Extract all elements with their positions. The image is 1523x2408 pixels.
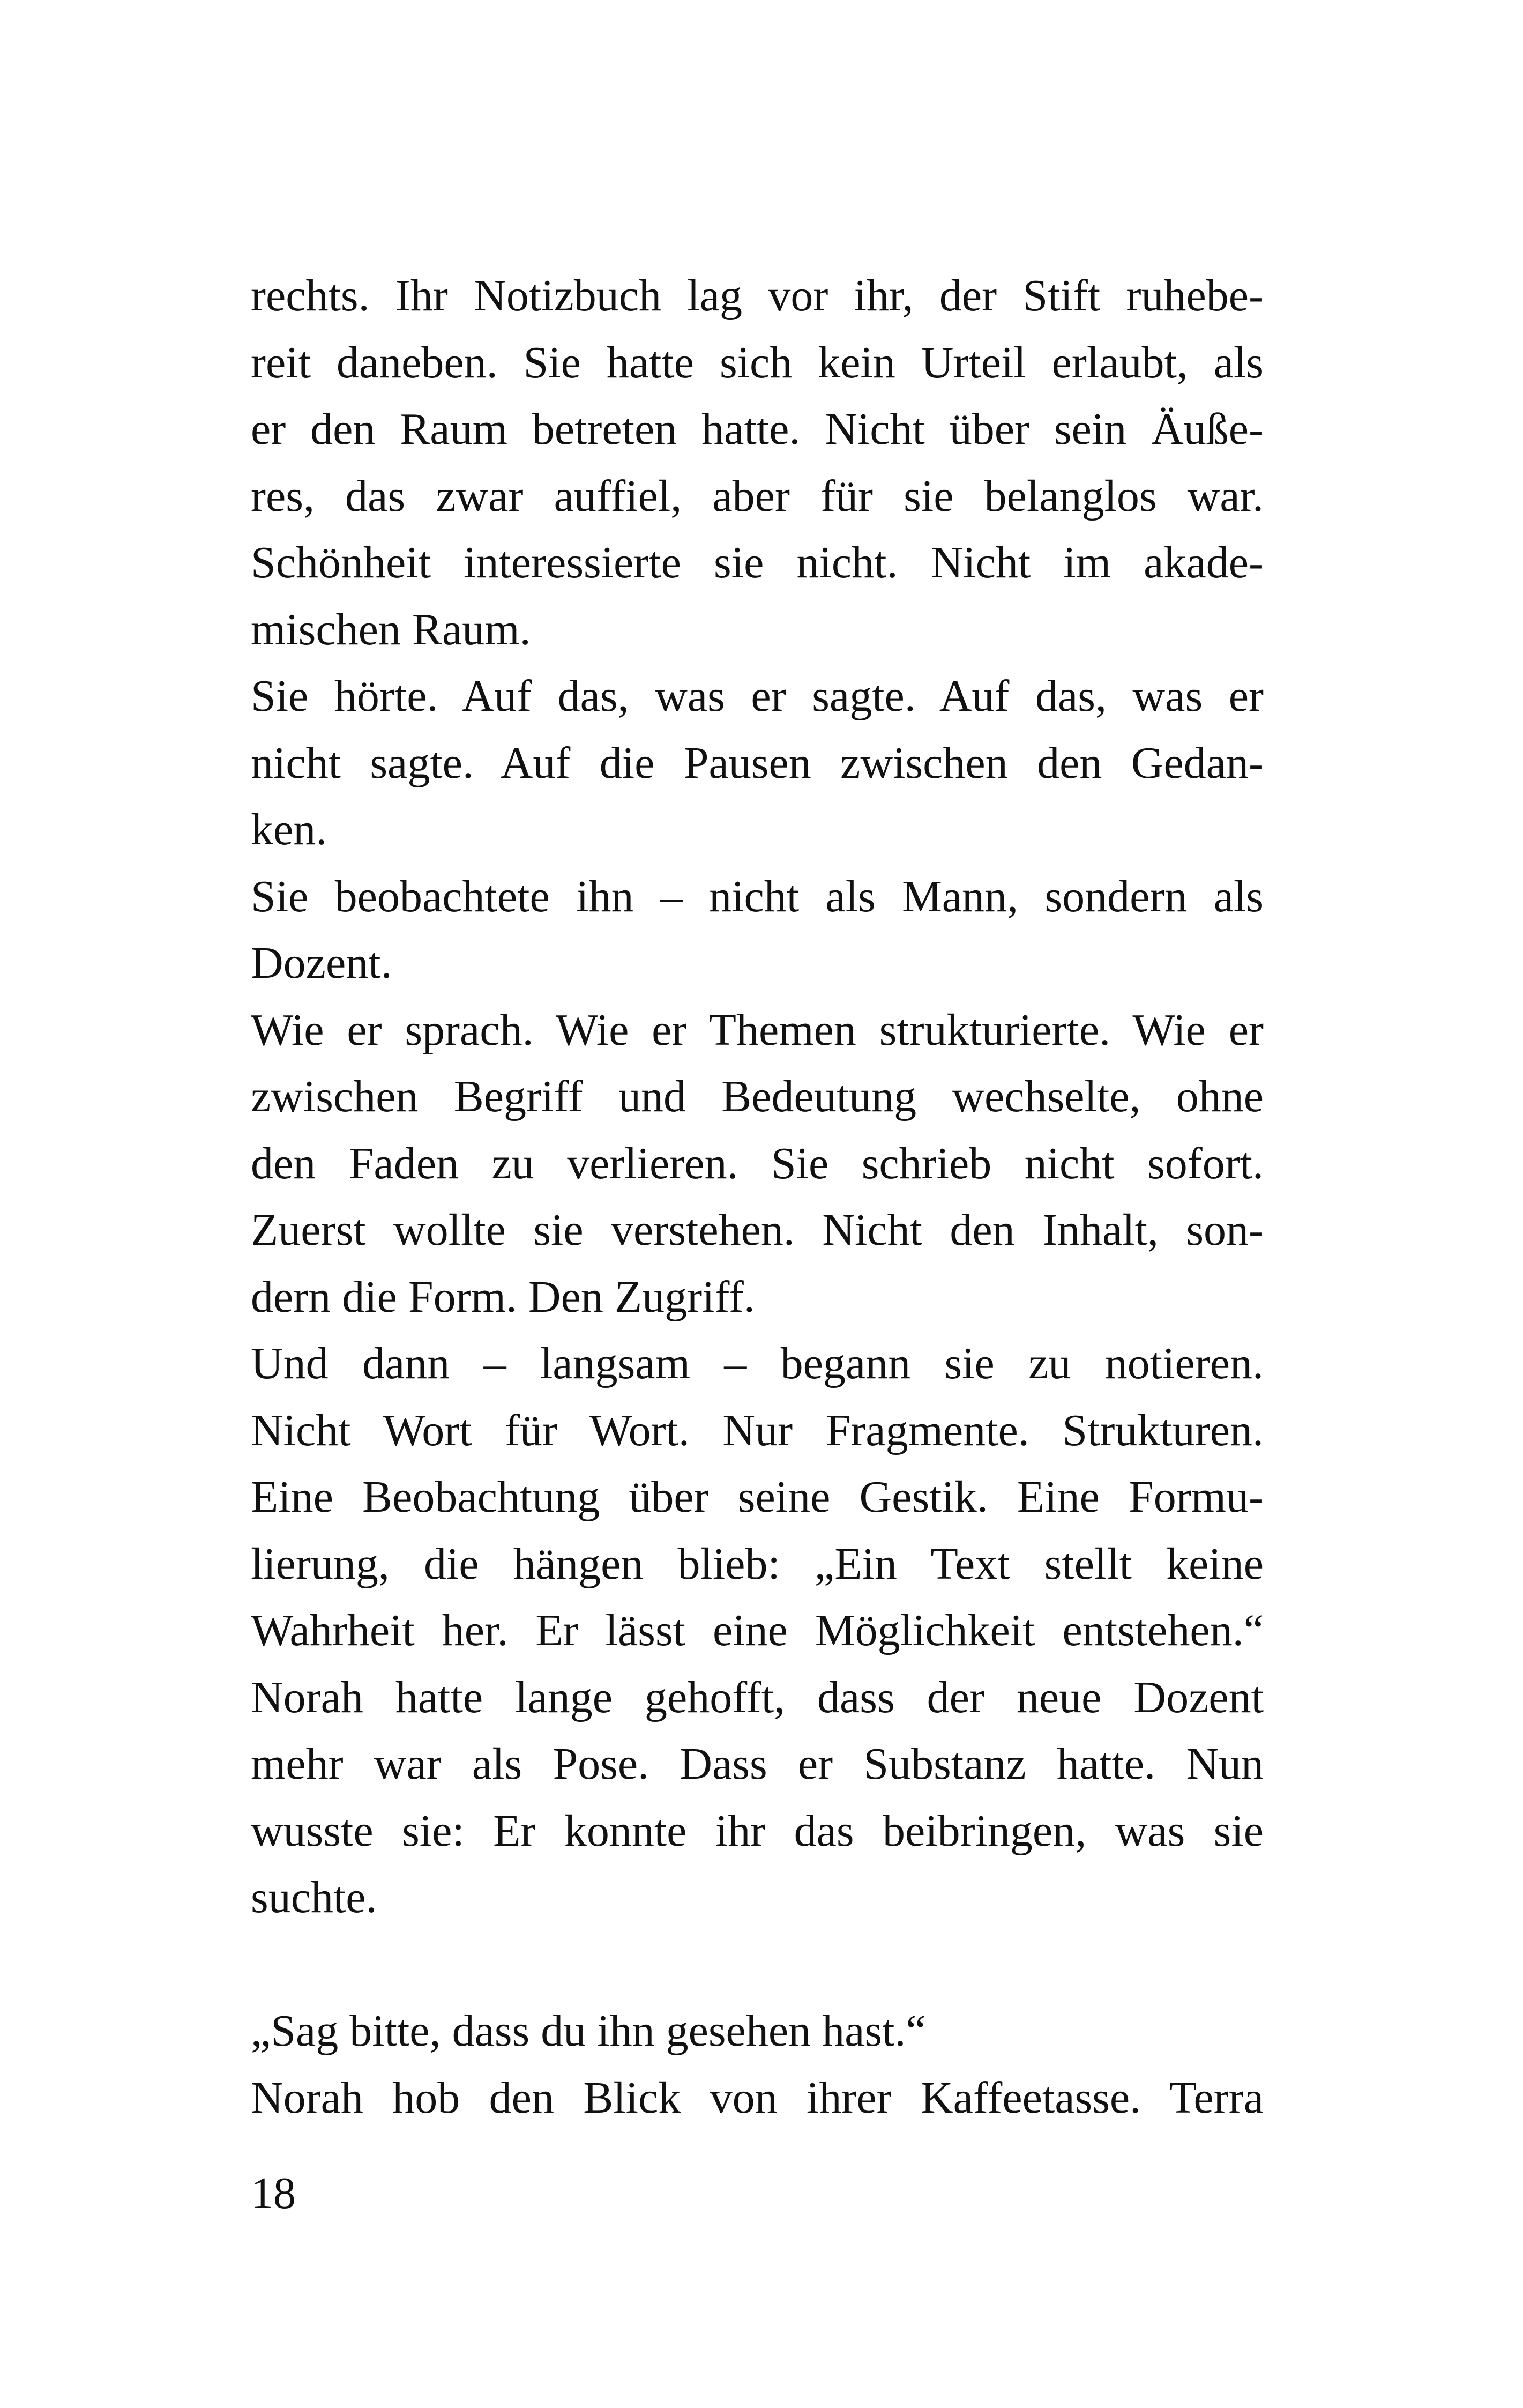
text-line: lierung, die hängen blieb: „Ein Text stellt keine: [251, 1539, 1264, 1589]
text-line: er den Raum betreten hatte. Nicht über sein Äuße-: [251, 404, 1264, 454]
text-line: ken.: [251, 805, 327, 854]
text-line: Dozent.: [251, 938, 392, 988]
text-line: suchte.: [251, 1872, 377, 1922]
text-line: Sie hörte. Auf das, was er sagte. Auf das, was er: [251, 671, 1264, 721]
text-line: mischen Raum.: [251, 604, 531, 655]
text-line: Wie er sprach. Wie er Themen strukturierte. Wie er: [251, 1005, 1264, 1055]
text-line: Schönheit interessierte sie nicht. Nicht im akade-: [251, 538, 1264, 588]
text-line: wusste sie: Er konnte ihr das beibringen, was sie: [251, 1805, 1264, 1856]
page-number: 18: [251, 2168, 296, 2218]
text-line: „Sag bitte, dass du ihn gesehen hast.“: [251, 2006, 926, 2056]
paragraph-gap: [251, 1931, 1264, 1998]
text-line: Norah hatte lange gehofft, dass der neue Dozent: [251, 1672, 1264, 1722]
text-line: Nicht Wort für Wort. Nur Fragmente. Strukturen.: [251, 1405, 1264, 1455]
text-line: rechts. Ihr Notizbuch lag vor ihr, der Stift ruhebe-: [251, 271, 1264, 321]
text-line: den Faden zu verlieren. Sie schrieb nicht sofort.: [251, 1138, 1264, 1188]
text-line: reit daneben. Sie hatte sich kein Urteil erlaubt, als: [251, 337, 1264, 388]
text-line: mehr war als Pose. Dass er Substanz hatte. Nun: [251, 1739, 1264, 1789]
text-line: zwischen Begriff und Bedeutung wechselte, ohne: [251, 1072, 1264, 1121]
text-line: Sie beobachtete ihn – nicht als Mann, sondern als: [251, 871, 1264, 921]
text-line: dern die Form. Den Zugriff.: [251, 1272, 755, 1322]
text-line: Zuerst wollte sie verstehen. Nicht den Inhalt, son-: [251, 1205, 1264, 1255]
text-line: nicht sagte. Auf die Pausen zwischen den Gedan-: [251, 738, 1264, 788]
text-line: Norah hob den Blick von ihrer Kaffeetasse. Terra: [251, 2072, 1264, 2123]
text-line: Und dann – langsam – begann sie zu notieren.: [251, 1339, 1264, 1388]
body-text: [251, 263, 1264, 2131]
text-line: res, das zwar auffiel, aber für sie belanglos war.: [251, 471, 1264, 521]
text-line: Wahrheit her. Er lässt eine Möglichkeit entstehen.“: [251, 1606, 1264, 1655]
text-line: Eine Beobachtung über seine Gestik. Eine Formu-: [251, 1472, 1264, 1522]
